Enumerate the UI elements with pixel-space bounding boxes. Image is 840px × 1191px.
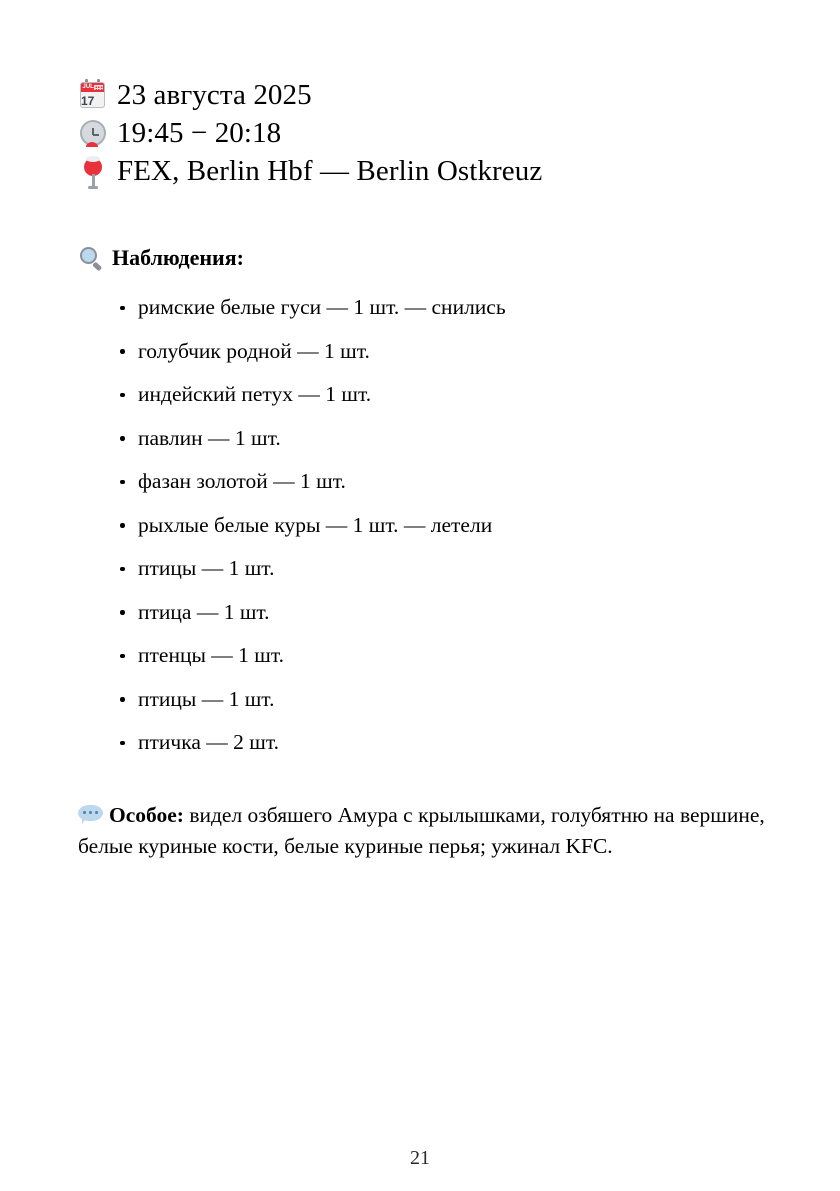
bullet-icon: [120, 523, 125, 528]
bullet-icon: [120, 349, 125, 354]
bullet-icon: [120, 393, 125, 398]
bullet-icon: [120, 436, 125, 441]
list-item: [110, 634, 770, 678]
bullet-icon: [120, 306, 125, 311]
list-item: [110, 721, 770, 765]
list-item: [110, 504, 770, 548]
observations-list: [110, 286, 770, 765]
bullet-icon: [120, 741, 125, 746]
observations-heading: [78, 244, 244, 272]
bullet-icon: [120, 610, 125, 615]
list-item-text: голубчик родной — 1 шт.: [138, 338, 370, 363]
entry-header: [78, 76, 778, 190]
entry-date: 23 августа 2025: [117, 79, 312, 111]
clock-icon: [78, 117, 108, 149]
calendar-icon: [78, 79, 108, 111]
list-item: [110, 417, 770, 461]
list-item: [110, 330, 770, 374]
entry-location: FEX, Berlin Hbf — Berlin Ostkreuz: [117, 155, 543, 187]
list-item: [110, 591, 770, 635]
list-item-text: рыхлые белые куры — 1 шт. — летели: [138, 512, 493, 537]
header-line-time: [78, 114, 778, 152]
list-item-text: фазан золотой — 1 шт.: [138, 469, 346, 493]
list-item-text: птица — 1 шт.: [138, 599, 270, 624]
list-item-text: птичка — 2 шт.: [138, 730, 279, 754]
entry-time-range: 19:45 − 20:18: [117, 117, 282, 149]
bullet-icon: [120, 697, 125, 702]
list-item: [110, 678, 770, 722]
list-item-text: птенцы — 1 шт.: [138, 643, 284, 667]
special-note: [78, 800, 768, 863]
header-line-location: [78, 152, 778, 190]
list-item-text: павлин — 1 шт.: [138, 425, 281, 450]
bullet-icon: [120, 654, 125, 659]
list-item-text: римские белые гуси — 1 шт. — снились: [138, 295, 506, 319]
speech-balloon-icon: [78, 805, 104, 825]
calendar-day-label: 17: [81, 94, 95, 108]
list-item: [110, 373, 770, 417]
list-item: [110, 547, 770, 591]
header-line-date: [78, 76, 778, 114]
page-number: 21: [410, 1147, 430, 1169]
list-item: [110, 460, 770, 504]
list-item-text: птицы — 1 шт.: [138, 686, 275, 711]
special-note-text: видел озбяшего Амура с крылышками, голубятню на вершине, белые куриные кости, белые куриные перья; ужинал KFC.: [78, 802, 765, 858]
observations-heading-label: Наблюдения:: [112, 245, 244, 270]
calendar-month-label: JUL: [82, 84, 94, 90]
magnifying-glass-icon: [78, 244, 106, 272]
bullet-icon: [120, 480, 125, 485]
special-note-label: Особое:: [109, 802, 184, 827]
list-item: [110, 286, 770, 330]
list-item-text: птицы — 1 шт.: [138, 556, 275, 580]
list-item-text: индейский петух — 1 шт.: [138, 382, 372, 406]
bullet-icon: [120, 567, 125, 572]
location-pin-icon: [78, 155, 108, 187]
